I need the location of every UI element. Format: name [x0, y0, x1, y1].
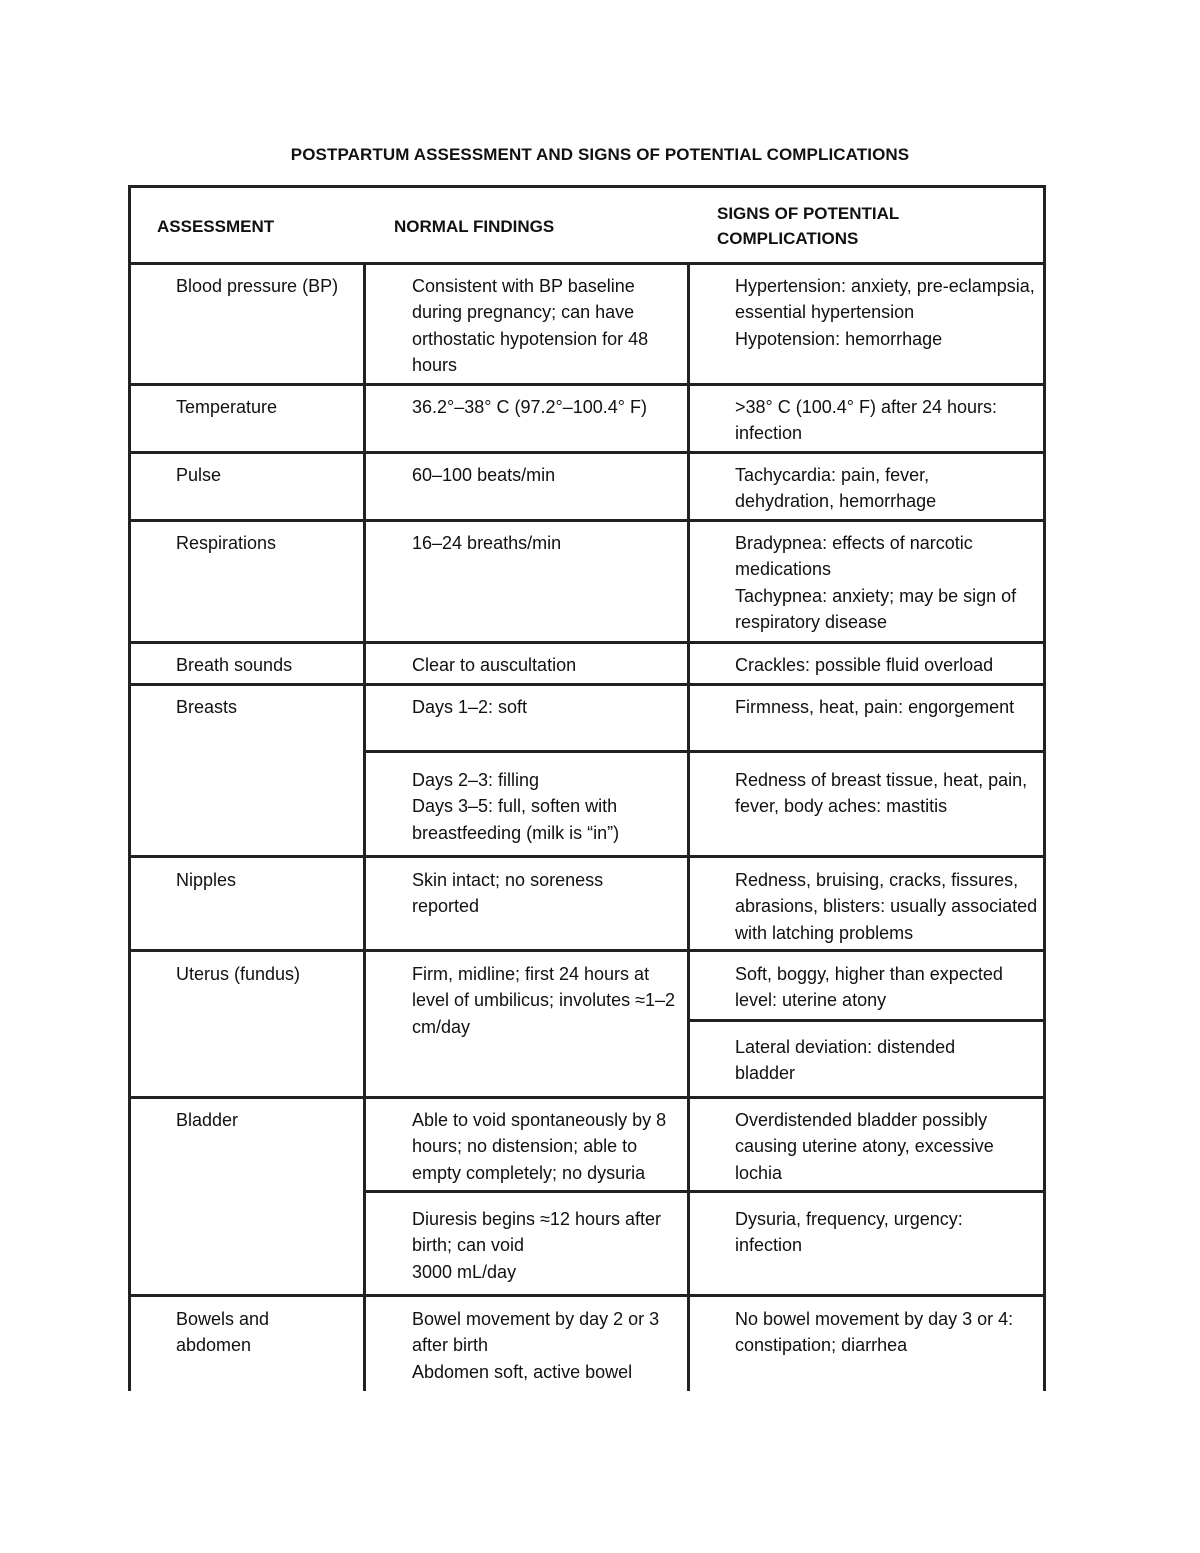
complications-cell: Bradypnea: effects of narcotic medications Tachypnea: anxiety; may be sign of respiratory disease [735, 533, 1017, 633]
complications-cell: Firmness, heat, pain: engorgement [735, 697, 1015, 717]
complications-cell: Soft, boggy, higher than expected level: uterine atony [735, 964, 1003, 1011]
complications-cell: Redness, bruising, cracks, fissures, abrasions, blisters: usually associated with latching problems [735, 870, 1038, 943]
page-title: POSTPARTUM ASSESSMENT AND SIGNS OF POTENTIAL COMPLICATIONS [290, 145, 910, 164]
complications-cell: >38° C (100.4° F) after 24 hours: infection [735, 397, 998, 444]
table-divider [365, 1190, 1046, 1193]
complications-cell: Redness of breast tissue, heat, pain, fever, body aches: mastitis [735, 770, 1028, 817]
table-divider [128, 451, 1046, 454]
table-divider [128, 641, 1046, 644]
table-divider [689, 1019, 1046, 1022]
complications-cell: Tachycardia: pain, fever, dehydration, hemorrhage [735, 465, 937, 512]
table-divider [128, 262, 1046, 265]
normal-findings-cell: Skin intact; no soreness reported [412, 870, 604, 917]
assessment-cell: Breath sounds [176, 655, 293, 675]
normal-findings-cell: Firm, midline; first 24 hours at level of umbilicus; involutes ≈1–2 cm/day [412, 964, 676, 1037]
assessment-cell: Bowels and abdomen [176, 1309, 270, 1356]
header-normal-findings: NORMAL FINDINGS [394, 217, 555, 236]
column-divider [687, 262, 690, 1391]
table-divider [128, 1294, 1046, 1297]
normal-findings-cell: 36.2°–38° C (97.2°–100.4° F) [412, 397, 647, 417]
complications-cell: Crackles: possible fluid overload [735, 655, 994, 675]
complications-cell: Dysuria, frequency, urgency: infection [735, 1209, 963, 1256]
assessment-cell: Breasts [176, 697, 238, 717]
complications-cell: No bowel movement by day 3 or 4: constipation; diarrhea [735, 1309, 1014, 1356]
table-divider [128, 683, 1046, 686]
normal-findings-cell: Consistent with BP baseline during pregnancy; can have orthostatic hypotension for 48 hours [412, 276, 649, 376]
complications-cell: Lateral deviation: distended bladder [735, 1037, 956, 1084]
normal-findings-cell: 16–24 breaths/min [412, 533, 562, 553]
normal-findings-cell: Bowel movement by day 2 or 3 after birth Abdomen soft, active bowel [412, 1309, 660, 1382]
normal-findings-cell: Able to void spontaneously by 8 hours; no distension; able to empty completely; no dysuria [412, 1110, 667, 1183]
table-divider [128, 1096, 1046, 1099]
normal-findings-cell: Clear to auscultation [412, 655, 577, 675]
assessment-cell: Bladder [176, 1110, 239, 1130]
normal-findings-cell: Days 1–2: soft [412, 697, 528, 717]
normal-findings-cell: Days 2–3: filling Days 3–5: full, soften with breastfeeding (milk is “in”) [412, 770, 620, 843]
table-divider [128, 519, 1046, 522]
column-divider [363, 262, 366, 1391]
table-divider [128, 855, 1046, 858]
assessment-cell: Respirations [176, 533, 277, 553]
assessment-cell: Temperature [176, 397, 278, 417]
assessment-cell: Pulse [176, 465, 222, 485]
header-assessment: ASSESSMENT [157, 217, 275, 236]
header-signs-of-complications: SIGNS OF POTENTIAL COMPLICATIONS [717, 204, 899, 248]
normal-findings-cell: Diuresis begins ≈12 hours after birth; can void 3000 mL/day [412, 1209, 662, 1282]
assessment-cell: Blood pressure (BP) [176, 276, 339, 296]
normal-findings-cell: 60–100 beats/min [412, 465, 556, 485]
complications-cell: Hypertension: anxiety, pre-eclampsia, essential hypertension Hypotension: hemorrhage [735, 276, 1035, 349]
table-divider [128, 949, 1046, 952]
assessment-cell: Uterus (fundus) [176, 964, 301, 984]
assessment-cell: Nipples [176, 870, 237, 890]
table-divider [128, 383, 1046, 386]
table-divider [365, 750, 1046, 753]
complications-cell: Overdistended bladder possibly causing uterine atony, excessive lochia [735, 1110, 994, 1183]
